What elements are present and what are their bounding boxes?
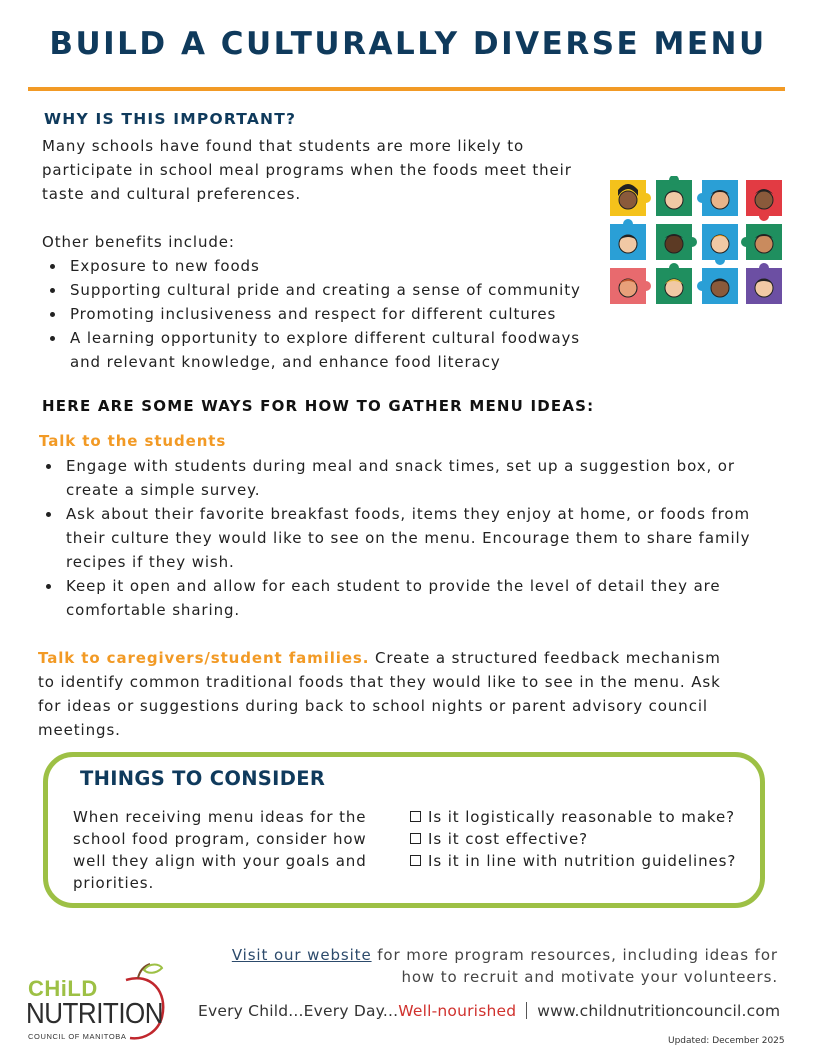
logo-council-text: COUNCIL OF MANITOBA: [28, 1032, 127, 1041]
list-item: Ask about their favorite breakfast foods, items they enjoy at home, or foods from their culture they would like to see on the menu. Encourage them to share family recipes if they wish.: [38, 502, 758, 574]
ways-heading: HERE ARE SOME WAYS FOR HOW TO GATHER MENU IDEAS:: [42, 397, 595, 415]
logo-child-text: CHiLD: [28, 976, 98, 1001]
page-title: BUILD A CULTURALLY DIVERSE MENU: [49, 26, 767, 62]
checklist-item: Is it in line with nutrition guidelines?: [410, 850, 760, 872]
list-item: Promoting inclusiveness and respect for different cultures: [42, 302, 612, 326]
benefits-intro: Other benefits include:: [42, 233, 235, 251]
why-intro-line: taste and cultural preferences.: [42, 185, 301, 203]
tagline-separator: [526, 1002, 527, 1019]
caregivers-heading: Talk to caregivers/student families.: [38, 649, 370, 667]
visit-website-link[interactable]: Visit our website: [231, 946, 372, 964]
updated-date: Updated: December 2025: [668, 1036, 785, 1046]
caregivers-text: Create a structured feedback mechanism to identify common traditional foods that they would like to see in the menu. Ask for ideas or suggestions during back to school nights or parent advisory council meetings.: [38, 649, 721, 739]
logo-nutrition-text: NUTRITION: [26, 996, 164, 1030]
consider-text: When receiving menu ideas for the school food program, consider how well they align with your goals and priorities.: [73, 808, 367, 892]
footer-resources-text: for more program resources, including ideas for how to recruit and motivate your volunteers.: [371, 946, 778, 986]
checklist-item: Is it logistically reasonable to make?: [410, 806, 760, 828]
why-intro-line: participate in school meal programs when the foods meet their: [42, 161, 572, 179]
website-url[interactable]: www.childnutritioncouncil.com: [537, 1002, 781, 1020]
why-intro-line: Many schools have found that students are more likely to: [42, 137, 525, 155]
why-intro: [42, 134, 602, 206]
consider-checklist: [410, 806, 760, 872]
benefits-block: [42, 230, 612, 374]
list-item: A learning opportunity to explore different cultural foodways and relevant knowledge, and enhance food literacy: [42, 326, 595, 374]
students-heading: Talk to the students: [39, 432, 227, 450]
puzzle-faces-icon: [610, 176, 782, 304]
diverse-faces-puzzle-illustration: [606, 176, 786, 312]
student-points-list: [38, 454, 758, 622]
list-item: Engage with students during meal and snack times, set up a suggestion box, or create a simple survey.: [38, 454, 758, 502]
child-nutrition-council-logo: [26, 962, 176, 1044]
list-item: Supporting cultural pride and creating a sense of community: [42, 278, 612, 302]
checkbox-icon: [410, 811, 421, 822]
checkbox-icon: [410, 833, 421, 844]
footer-resources: [230, 944, 778, 988]
checkbox-icon: [410, 855, 421, 866]
list-item: Exposure to new foods: [42, 254, 612, 278]
tagline-highlight: Well-nourished: [398, 1002, 517, 1020]
tagline-part: Every Child...Every Day...: [198, 1002, 399, 1020]
checklist-item: Is it cost effective?: [410, 828, 760, 850]
consider-heading: THINGS TO CONSIDER: [80, 767, 326, 790]
why-heading: WHY IS THIS IMPORTANT?: [44, 110, 297, 128]
footer-tagline: [198, 1002, 780, 1020]
caregivers-paragraph: [38, 646, 738, 742]
title-divider: [28, 87, 785, 91]
list-item: Keep it open and allow for each student to provide the level of detail they are comfortable sharing.: [38, 574, 758, 622]
